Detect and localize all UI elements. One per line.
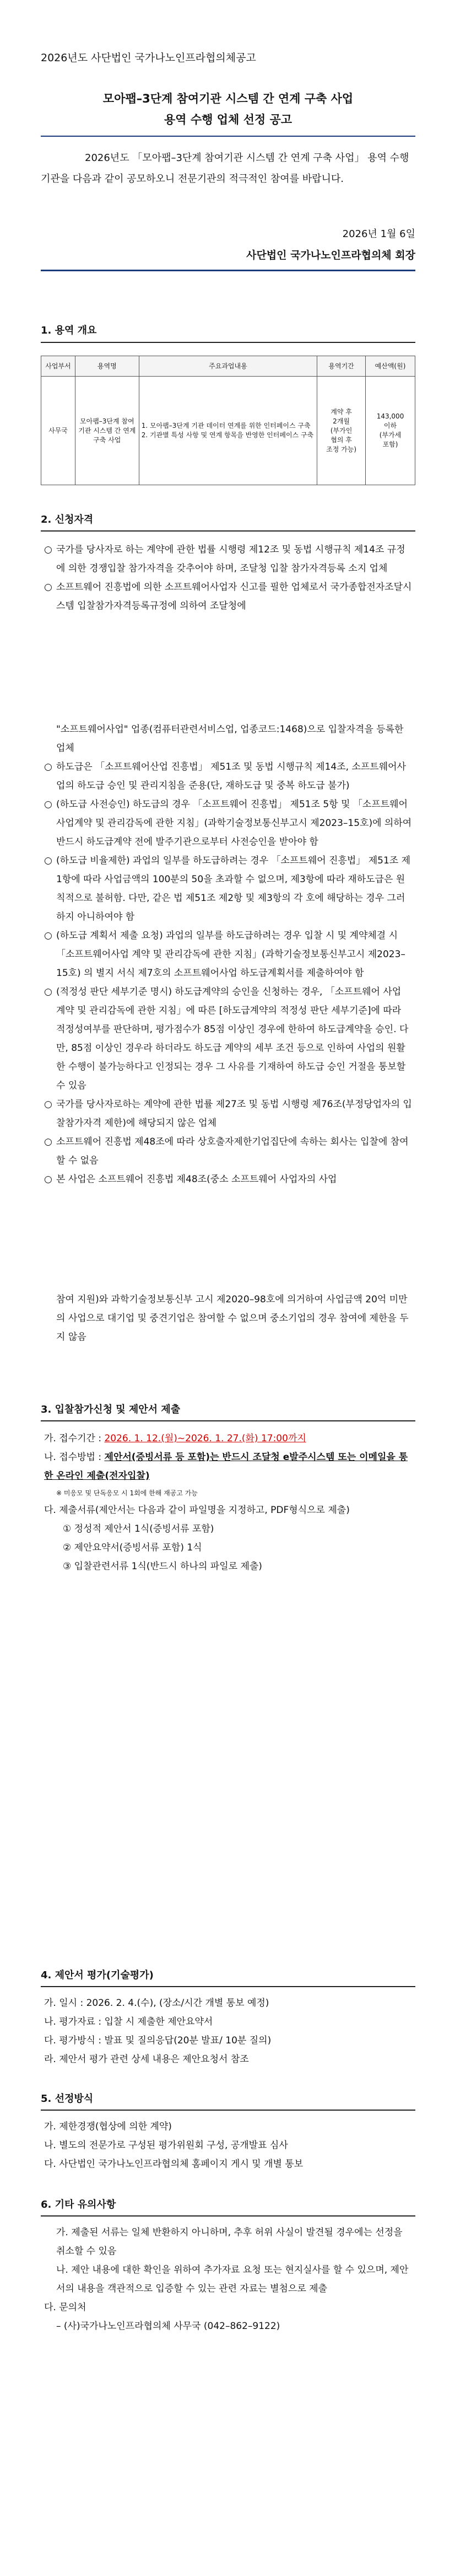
notes-block [44, 2223, 413, 2336]
period-line: 계약 후 [331, 407, 352, 416]
section-1-title: 1. 용역 개요 [41, 325, 97, 336]
section-3-rule [41, 1420, 415, 1421]
header-dept: 사업부서 [41, 356, 75, 377]
table-row [41, 377, 415, 485]
list-item: 가. 제한경쟁(협상에 의한 계약) [44, 2121, 172, 2132]
item-text: 소프트웨어 진흥법 제48조에 따라 상호출자제한기업집단에 속하는 회사는 입찰에 참여할 수 없음 [56, 1136, 409, 1166]
budget-line: (부가세 [379, 431, 402, 439]
cell-tasks [139, 377, 317, 485]
submission-method [44, 1448, 413, 1485]
task-1: 1. 모아팹–3단계 기관 데이터 연계를 위한 인터페이스 구축 [141, 422, 311, 430]
issuer-org: 사단법인 국가나노인프라협의체 회장 [41, 247, 415, 271]
list-item [44, 1133, 413, 1170]
cell-dept: 사무국 [41, 377, 75, 485]
bullet-circle-icon: ○ [44, 986, 52, 997]
list-item: 다. 문의처 [44, 2302, 86, 2313]
item-text: "소프트웨어사업" 업종(컴퓨터관련서비스업, 업종코드:1468)으로 입찰자격을 등록한 업체 [56, 724, 404, 754]
item-text: 본 사업은 소프트웨어 진흥법 제48조(중소 소프트웨어 사업자의 사업 [56, 1174, 337, 1185]
table-header-row [41, 356, 415, 377]
label-period: 가. 접수기간 : [44, 1433, 102, 1444]
period-line: 2개월 [333, 417, 350, 425]
bullet-circle-icon: ○ [44, 582, 52, 593]
evaluation-block [44, 1994, 413, 2069]
bullet-circle-icon: ○ [44, 1136, 52, 1147]
selection-block [44, 2117, 413, 2174]
contact-line: – (사)국가나노인프라협의체 사무국 (042–862–9122) [56, 2321, 280, 2332]
section-2-title: 2. 신청자격 [41, 514, 94, 525]
list-item: ② 제안요약서(증빙서류 포함) 1식 [63, 1542, 202, 1553]
submission-period [44, 1429, 413, 1448]
list-item: 다. 평가방식 : 발표 및 질의응답(20분 발표/ 10분 질의) [44, 2035, 272, 2046]
list-item: 가. 일시 : 2026. 2. 4.(수), (장소/시간 개별 통보 예정) [44, 1998, 269, 2009]
section-6-title: 6. 기타 유의사항 [41, 2199, 116, 2210]
item-text: 하도급은 「소프트웨어산업 진흥법」 제51조 및 동법 시행규칙 제14조, 소프트웨어사업의 하도급 승인 및 관리지침을 준용(단, 재하도급 및 중복 하도급 불가) [56, 761, 406, 791]
eligibility-continuation: 참여 지원)와 과학기술정보통신부 고시 제2020–98호에 의거하여 사업금액 20억 미만의 사업으로 대기업 및 중견기업은 참여할 수 없으며 중소기업의 경우 참여에 제한을 두지 않음 [56, 1294, 409, 1343]
section-4-rule [41, 1986, 415, 1987]
announcement-header: 2026년도 사단법인 국가나노인프라협의체공고 [41, 52, 256, 64]
item-text: 국가를 당사자로하는 계약에 관한 법률 제27조 및 동법 시행령 제76조(부정당업자의 입찰참가자격 제한)에 해당되지 않은 업체 [56, 1099, 412, 1129]
item-text: (하도급 비율제한) 과업의 일부를 하도급하려는 경우 「소프트웨어 진흥법」 제51조 제1항에 따라 사업금액의 100분의 50을 초과할 수 없으며, 제3항에 따라 재하도급은 원칙적으로 불허함. 다만, 같은 법 제51조 제2항 및 제3항의 각 호에 해당하는 경우 그러하지 아니하여야 함 [56, 855, 411, 922]
title-box [41, 88, 415, 137]
period-line: (부가인 [330, 426, 353, 434]
list-item: 가. 제출된 서류는 일체 반환하지 아니하며, 추후 허위 사실이 발견될 경우에는 선정을 취소할 수 있음 [56, 2227, 403, 2257]
item-text: 소프트웨어 진흥법에 의한 소프트웨어사업자 신고를 필한 업체로서 국가종합전자조달시스템 입찰참가자격등록규정에 의하여 조달청에 [56, 582, 412, 611]
list-item: ③ 입찰관련서류 1식(반드시 하나의 파일로 제출) [63, 1561, 262, 1572]
list-item [44, 540, 413, 578]
title-line2: 용역 수행 업체 선정 공고 [164, 113, 292, 126]
eligibility-list-1 [44, 540, 413, 615]
bullet-circle-icon: ○ [44, 761, 52, 772]
task-2: 2. 기관별 특성 사항 및 연계 항목을 반영한 인터페이스 구축 [141, 431, 314, 439]
list-item: 나. 별도의 전문가로 구성된 평가위원회 구성, 공개발표 심사 [44, 2140, 288, 2151]
list-item [44, 1095, 413, 1133]
section-2-rule [41, 530, 415, 532]
announcement-date: 2026년 1월 6일 [342, 228, 415, 240]
value-period: 2026. 1. 12.(월)~2026. 1. 27.(화) 17:00까지 [104, 1433, 306, 1444]
list-item [44, 983, 413, 1095]
section-5-rule [41, 2110, 415, 2111]
section-3-title: 3. 입찰참가신청 및 제안서 제출 [41, 1404, 181, 1415]
list-item [44, 1170, 413, 1189]
period-line: 협의 후 [331, 436, 352, 444]
bullet-circle-icon: ○ [44, 855, 52, 866]
list-item [44, 720, 413, 758]
list-item [44, 851, 413, 926]
period-line: 조정 가능) [326, 445, 357, 453]
item-text: (하도급 계획서 제출 요청) 과업의 일부를 하도급하려는 경우 입찰 시 및 계약체결 시 「소프트웨어사업 계약 및 관리감독에 관한 지침」(과학기술정보통신부고시 제2023–15호) 의 별지 서식 제7호의 소프트웨어사업 하도급계획서를 제출하여야 함 [56, 930, 405, 979]
cell-period [317, 377, 366, 485]
eligibility-list-2 [44, 720, 413, 1189]
item-text: (하도급 사전승인) 하도급의 경우 「소프트웨어 진흥법」 제51조 5항 및 「소프트웨어사업계약 및 관리감독에 관한 지침」(과학기술정보통신부고시 제2023–15호)에 의하여 반드시 하도급계약 전에 발주기관으로부터 사전승인을 받아야 함 [56, 799, 412, 847]
label-method: 나. 접수방법 : [44, 1452, 102, 1463]
cell-name: 모아팹–3단계 참여기관 시스템 간 연계 구축 사업 [75, 377, 139, 485]
list-item: 다. 사단법인 국가나노인프라협의체 홈페이지 게시 및 개별 통보 [44, 2159, 304, 2170]
service-overview-table [41, 356, 415, 485]
header-budget: 예산액(원) [366, 356, 415, 377]
documents-heading: 다. 제출서류(제안서는 다음과 같이 파일명을 지정하고, PDF형식으로 제출) [44, 1505, 350, 1516]
item-text: (적정성 판단 세부기준 명시) 하도급계약의 승인을 신청하는 경우, 「소프트웨어 사업 계약 및 관리감독에 관한 지침」에 따른 [하도급계약의 적정성 판단 세부기준]에 따라 적정성여부를 판단하며, 평가점수가 85점 이상인 경우에 한하여 하도급계약을 승인. 다만, 85점 이상인 경우라 하더라도 하도급 계약의 세부 조건 등으로 인하여 사업의 원활한 수행이 불가능하다고 인정되는 경우 그 사유를 기재하여 하도급 승인 거절을 통보할 수 있음 [56, 986, 409, 1091]
value-method: 제안서(증빙서류 등 포함)는 반드시 조달청 e발주시스템 또는 이메일을 통한 온라인 제출(전자입찰) [44, 1452, 408, 1482]
cell-budget [366, 377, 415, 485]
list-item: ① 정성적 제안서 1식(증빙서류 포함) [63, 1523, 214, 1534]
list-item [44, 758, 413, 795]
intro-paragraph: 2026년도 「모아팹–3단계 참여기관 시스템 간 연계 구축 사업」 용역 수행기관을 다음과 같이 공모하오니 전문기관의 적극적인 참여를 바랍니다. [41, 152, 409, 185]
list-item: 나. 평가자료 : 입찰 시 제출한 제안요약서 [44, 2016, 213, 2027]
list-item: 나. 제안 내용에 대한 확인을 위하여 추가자료 요청 또는 현지실사를 할 수 있으며, 제안서의 내용을 객관적으로 입증할 수 있는 관련 자료는 별첨으로 제출 [56, 2264, 409, 2294]
section-6-rule [41, 2215, 415, 2217]
documents-list [44, 1520, 413, 1576]
header-tasks: 주요과업내용 [139, 356, 317, 377]
bullet-circle-icon: ○ [44, 799, 52, 810]
header-period: 용역기간 [317, 356, 366, 377]
section-4-title: 4. 제안서 평가(기술평가) [41, 1969, 154, 1981]
budget-line: 143,000 [376, 412, 404, 420]
header-name: 용역명 [75, 356, 139, 377]
bullet-circle-icon: ○ [44, 1099, 52, 1110]
list-item [44, 578, 413, 615]
title-line1: 모아팹–3단계 참여기관 시스템 간 연계 구축 사업 [102, 92, 354, 105]
list-item [44, 795, 413, 851]
submission-block [44, 1429, 413, 1576]
budget-line: 이하 [383, 422, 397, 430]
resubmission-note: ※ 미응모 및 단독응모 시 1회에 한해 재공고 가능 [56, 1489, 198, 1497]
list-item [44, 926, 413, 983]
section-1-rule [41, 342, 415, 343]
bullet-circle-icon: ○ [44, 1174, 52, 1185]
list-item: 라. 제안서 평가 관련 상세 내용은 제안요청서 참조 [44, 2054, 249, 2065]
section-5-title: 5. 선정방식 [41, 2093, 94, 2105]
item-text: 국가를 당사자로 하는 계약에 관한 법률 시행령 제12조 및 동법 시행규칙 제14조 규정에 의한 경쟁입찰 참가자격을 갖추어야 하며, 조달청 입찰 참가자격등록 소지 업체 [56, 544, 405, 574]
budget-line: 포함) [382, 441, 398, 448]
bullet-circle-icon: ○ [44, 930, 52, 941]
bullet-circle-icon: ○ [44, 544, 52, 555]
